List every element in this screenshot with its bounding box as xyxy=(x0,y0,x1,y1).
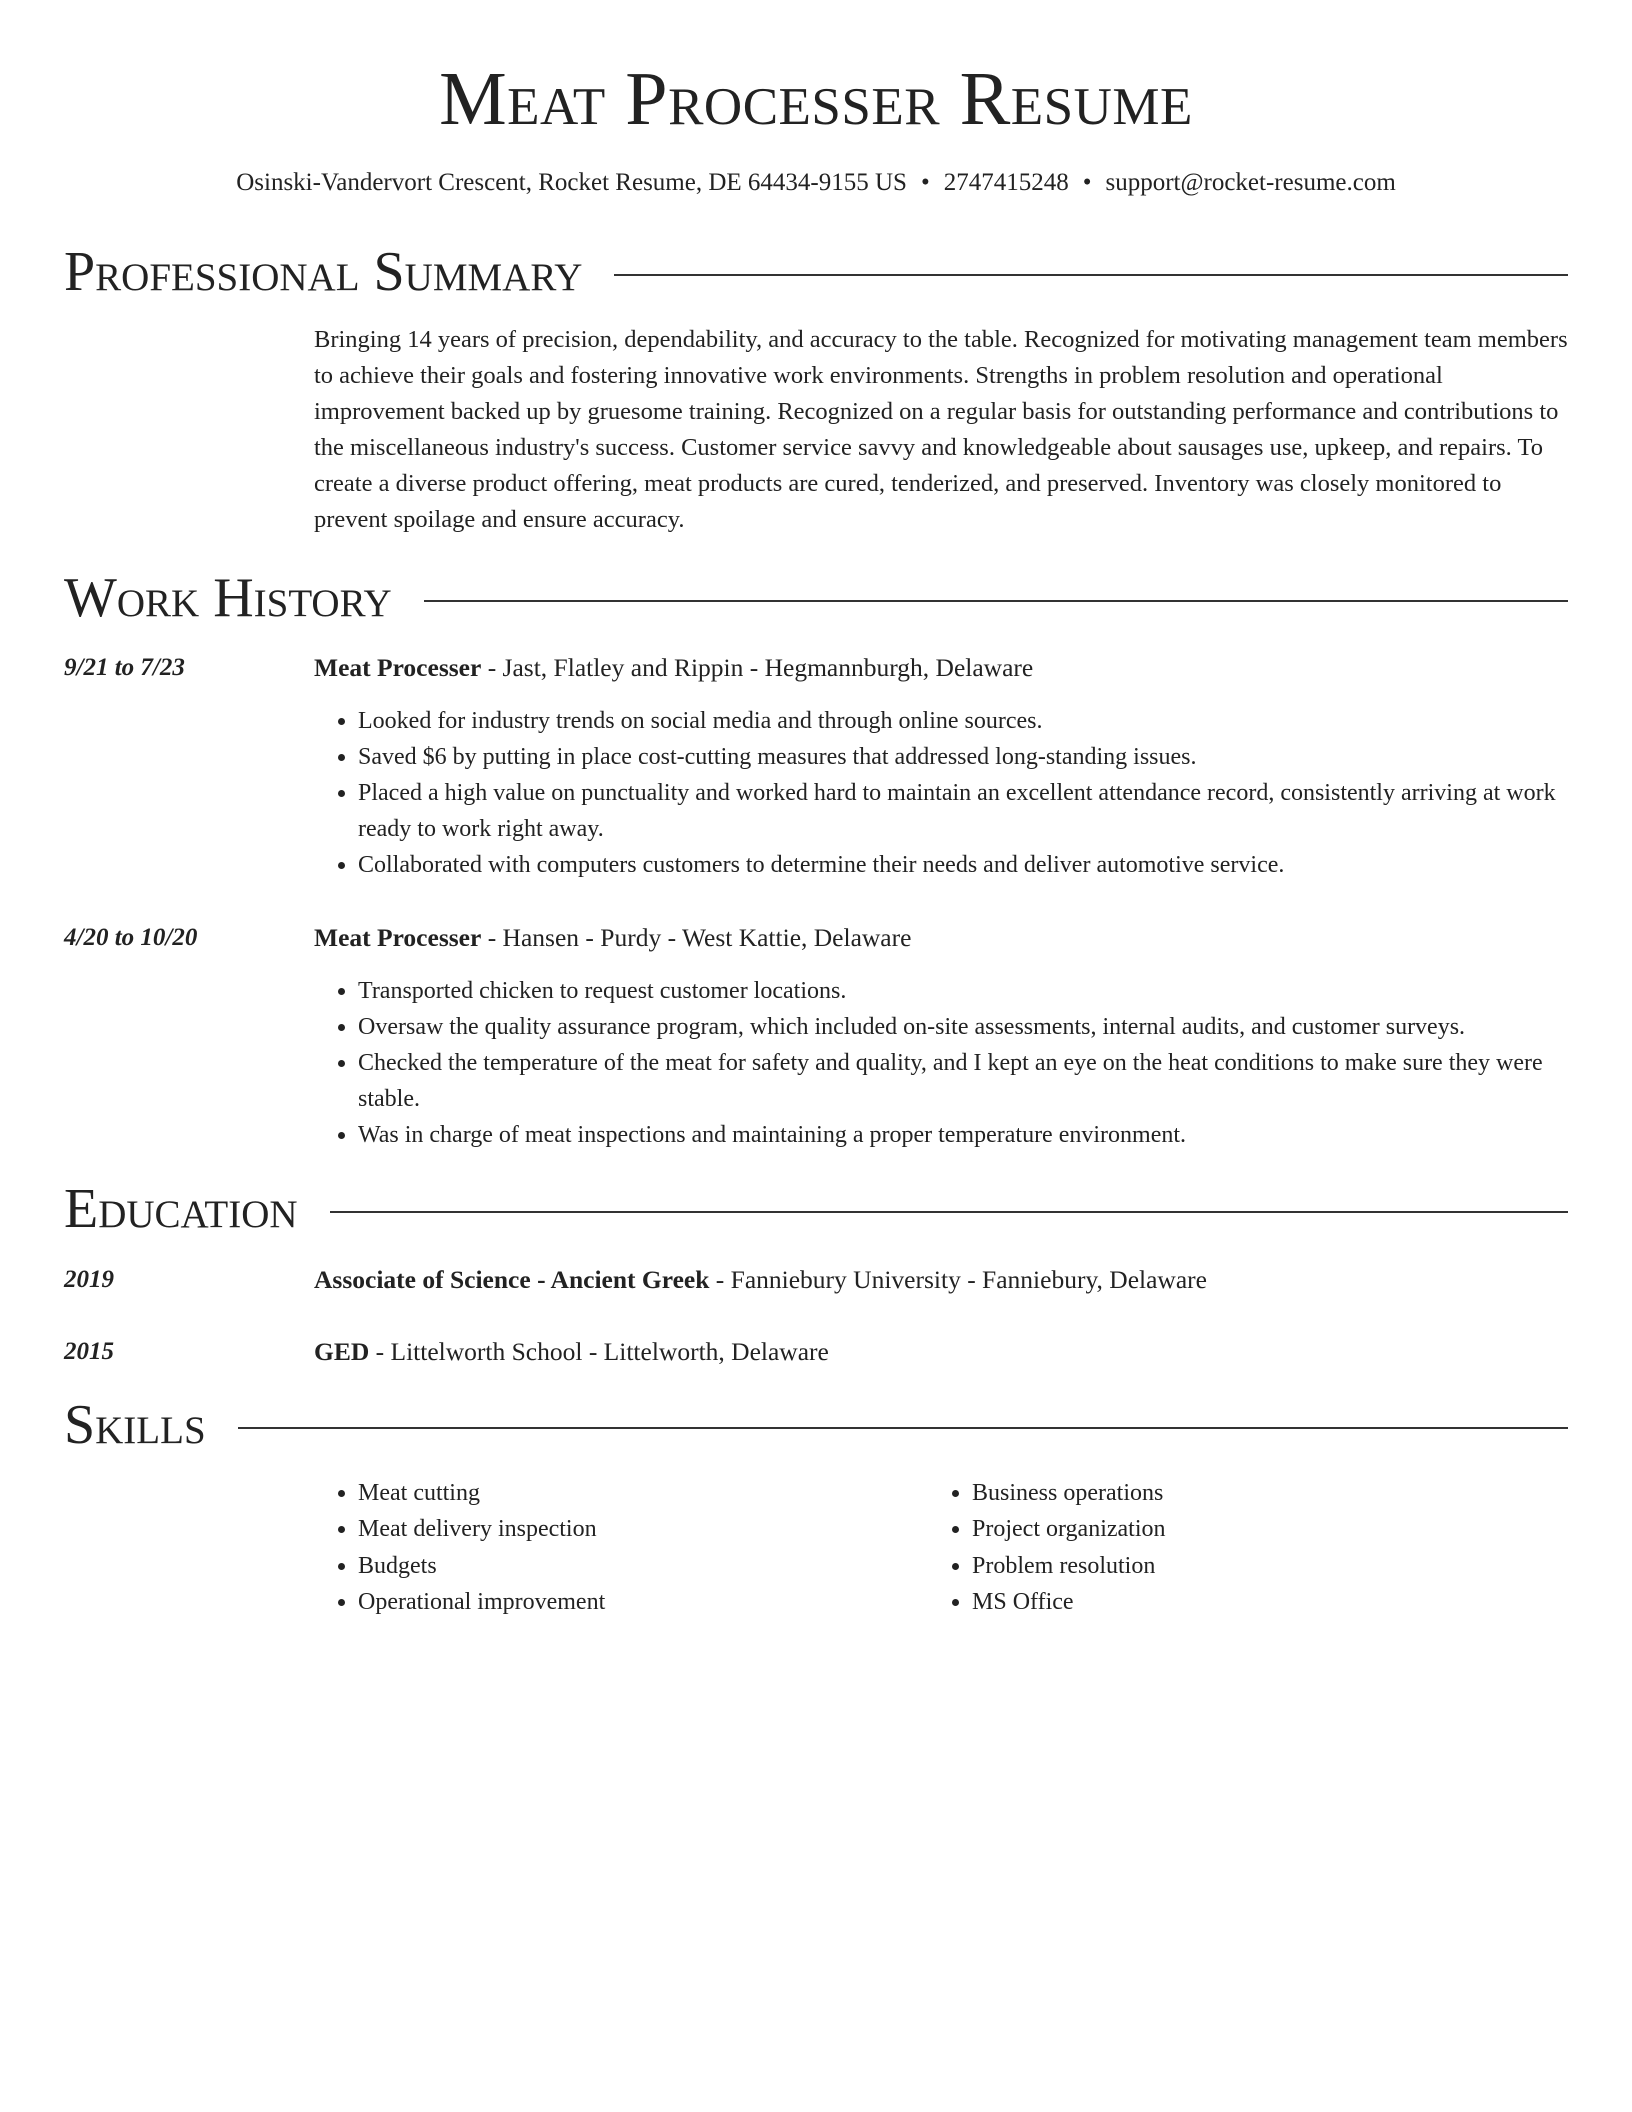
education-details: - Fanniebury University - Fanniebury, Delaware xyxy=(709,1264,1207,1294)
list-item: • Transported chicken to request customer locations. xyxy=(358,973,1568,1009)
contact-line xyxy=(64,165,1568,200)
job-bullets xyxy=(314,703,1568,883)
skills-column-left xyxy=(314,1475,928,1621)
section-divider xyxy=(614,274,1568,276)
job-role: Meat Processer xyxy=(314,653,482,683)
list-item: • Checked the temperature of the meat for safety and quality, and I kept an eye on the heat conditions to make sure they were stable. xyxy=(358,1045,1568,1117)
skills-section-header xyxy=(64,1395,1568,1457)
address: Osinski-Vandervort Crescent, Rocket Resume, DE 64434-9155 US xyxy=(236,169,907,197)
education-entry xyxy=(64,1335,1568,1369)
education-degree: Associate of Science - Ancient Greek xyxy=(314,1264,710,1294)
skill-item: • Meat cutting xyxy=(358,1475,928,1512)
list-item: • Looked for industry trends on social media and through online sources. xyxy=(358,703,1568,739)
skill-item: • MS Office xyxy=(972,1584,1542,1621)
education-body xyxy=(314,1263,1568,1297)
resume-title: Meat Processer Resume xyxy=(439,57,1193,141)
section-title-skills: Skills xyxy=(64,1393,206,1456)
section-title-work: Work History xyxy=(64,566,392,629)
separator: • xyxy=(920,169,930,197)
list-item: • Oversaw the quality assurance program, which included on-site assessments, internal audits, and customer surveys. xyxy=(358,1009,1568,1045)
section-divider xyxy=(238,1427,1568,1429)
skill-item: • Budgets xyxy=(358,1548,928,1585)
list-item: • Was in charge of meat inspections and maintaining a proper temperature environment. xyxy=(358,1117,1568,1153)
email: support@rocket-resume.com xyxy=(1105,169,1396,197)
skills-column-right xyxy=(928,1475,1542,1621)
skill-item: • Problem resolution xyxy=(972,1548,1542,1585)
job-body xyxy=(314,921,1568,1153)
job-dates: 9/21 to 7/23 xyxy=(64,654,185,682)
education-year: 2015 xyxy=(64,1337,114,1365)
skill-item: • Project organization xyxy=(972,1511,1542,1548)
skills-list xyxy=(314,1475,1568,1621)
education-title-line xyxy=(314,1263,1568,1297)
job-role: Meat Processer xyxy=(314,923,482,953)
list-item: • Saved $6 by putting in place cost-cutting measures that addressed long-standing issues. xyxy=(358,739,1568,775)
job-entry xyxy=(64,921,1568,1153)
job-title-line xyxy=(314,921,1568,955)
work-section-header xyxy=(64,568,1568,630)
job-details: - Hansen - Purdy - West Kattie, Delaware xyxy=(481,923,912,953)
job-body xyxy=(314,651,1568,883)
summary-section-header xyxy=(64,242,1568,304)
education-year: 2019 xyxy=(64,1265,114,1293)
job-entry xyxy=(64,651,1568,883)
section-title-summary: Professional Summary xyxy=(64,241,583,304)
list-item: • Placed a high value on punctuality and worked hard to maintain an excellent attendance record, consistently arriving at work ready to work right away. xyxy=(358,775,1568,847)
job-title-line xyxy=(314,651,1568,685)
education-title-line xyxy=(314,1335,1568,1369)
job-dates: 4/20 to 10/20 xyxy=(64,924,198,952)
section-divider xyxy=(424,600,1568,602)
education-details: - Littelworth School - Littelworth, Delaware xyxy=(369,1336,829,1366)
section-title-education: Education xyxy=(64,1178,298,1241)
list-item: • Collaborated with computers customers to determine their needs and deliver automotive service. xyxy=(358,847,1568,883)
job-bullets xyxy=(314,973,1568,1153)
skill-item: • Meat delivery inspection xyxy=(358,1511,928,1548)
education-body xyxy=(314,1335,1568,1369)
job-details: - Jast, Flatley and Rippin - Hegmannburgh, Delaware xyxy=(481,653,1034,683)
section-divider xyxy=(330,1211,1568,1213)
education-degree: GED xyxy=(314,1336,370,1366)
phone: 2747415248 xyxy=(943,169,1069,197)
skill-item: • Operational improvement xyxy=(358,1584,928,1621)
skill-item: • Business operations xyxy=(972,1475,1542,1512)
education-entry xyxy=(64,1263,1568,1297)
summary-text: Bringing 14 years of precision, dependability, and accuracy to the table. Recognized for motivating management team members to achieve their goals and fostering innovative work environments. Strengths in problem resolution and operational improvement backed up by gruesome training. Recognized on a regular basis for outstanding performance and contributions to the miscellaneous industry's success. Customer service savvy and knowledgeable about sausages use, upkeep, and repairs. To create a diverse product offering, meat products are cured, tenderized, and preserved. Inventory was closely monitored to prevent spoilage and ensure accuracy. xyxy=(314,325,1568,533)
separator: • xyxy=(1082,169,1092,197)
education-section-header xyxy=(64,1179,1568,1241)
